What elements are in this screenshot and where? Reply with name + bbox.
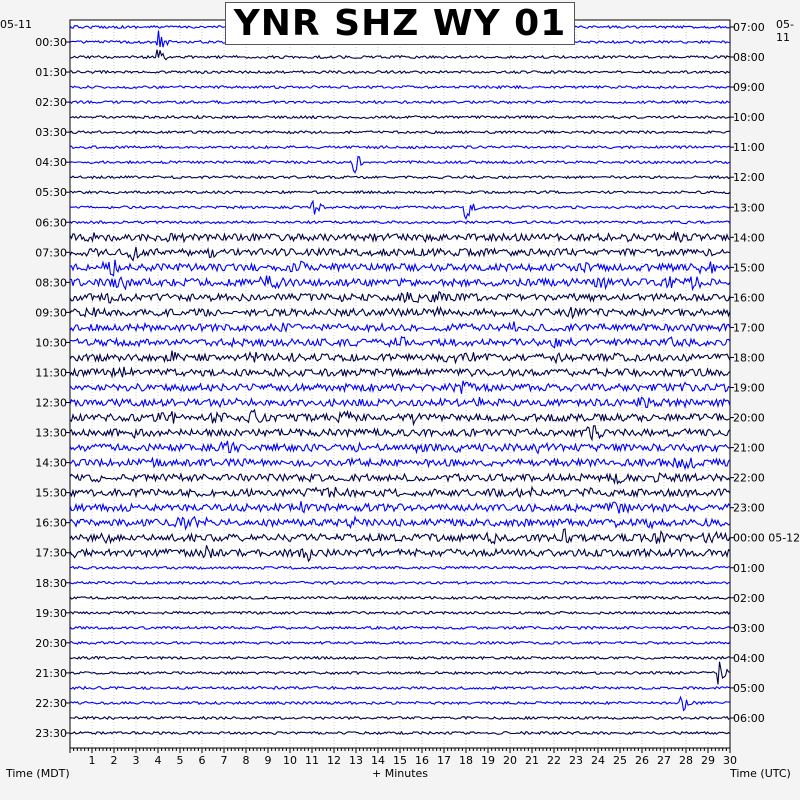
x-tick-label: 21 bbox=[525, 754, 539, 767]
left-tick-label: 19:30 bbox=[35, 606, 67, 620]
left-time-axis bbox=[35, 36, 70, 740]
right-tick-label: 09:00 bbox=[733, 81, 765, 95]
x-tick-label: 13 bbox=[349, 754, 363, 767]
left-axis-label: Time (MDT) bbox=[6, 767, 70, 780]
right-tick-label: 04:00 bbox=[733, 651, 765, 665]
right-tick-label: 22:00 bbox=[733, 471, 765, 485]
x-tick-label: 8 bbox=[242, 754, 250, 767]
left-tick-label: 15:30 bbox=[35, 486, 67, 500]
x-tick-label: 18 bbox=[459, 754, 473, 767]
right-tick-label: 07:00 bbox=[733, 21, 765, 34]
right-tick-label: 23:00 bbox=[733, 501, 765, 515]
left-tick-label: 09:30 bbox=[35, 306, 67, 320]
x-tick-label: 10 bbox=[283, 754, 297, 767]
right-tick-label: 18:00 bbox=[733, 351, 765, 365]
left-tick-label: 14:30 bbox=[35, 456, 67, 470]
right-tick-label: 21:00 bbox=[733, 441, 765, 455]
x-tick-label: 9 bbox=[264, 754, 272, 767]
right-tick-label: 05:00 bbox=[733, 681, 765, 695]
x-tick-label: 6 bbox=[198, 754, 206, 767]
x-tick-label: 29 bbox=[701, 754, 715, 767]
left-start-date: 05-11 bbox=[0, 18, 32, 31]
x-tick-label: 3 bbox=[132, 754, 140, 767]
right-tick-label: 08:00 bbox=[733, 51, 765, 65]
left-tick-label: 01:30 bbox=[35, 66, 67, 80]
left-tick-label: 12:30 bbox=[35, 396, 67, 410]
chart-title-box bbox=[225, 2, 575, 45]
right-tick-label: 15:00 bbox=[733, 261, 765, 275]
x-tick-label: 19 bbox=[481, 754, 495, 767]
x-tick-label: 28 bbox=[679, 754, 693, 767]
x-tick-label: 23 bbox=[569, 754, 583, 767]
right-time-axis bbox=[730, 21, 800, 725]
left-tick-label: 22:30 bbox=[35, 696, 67, 710]
right-tick-label: 17:00 bbox=[733, 321, 765, 335]
right-tick-label: 14:00 bbox=[733, 231, 765, 245]
right-tick-label: 11:00 bbox=[733, 141, 765, 155]
x-tick-label: 17 bbox=[437, 754, 451, 767]
x-tick-label: 2 bbox=[110, 754, 118, 767]
x-axis-label: + Minutes bbox=[372, 767, 429, 780]
left-tick-label: 11:30 bbox=[35, 366, 67, 380]
left-tick-label: 20:30 bbox=[35, 636, 67, 650]
left-tick-label: 07:30 bbox=[35, 246, 67, 260]
left-tick-label: 03:30 bbox=[35, 126, 67, 140]
x-tick-label: 12 bbox=[327, 754, 341, 767]
chart-title: YNR SHZ WY 01 bbox=[233, 3, 567, 44]
x-tick-label: 4 bbox=[154, 754, 162, 767]
left-tick-label: 21:30 bbox=[35, 666, 67, 680]
right-tick-label: 02:00 bbox=[733, 591, 765, 605]
right-tick-label: 20:00 bbox=[733, 411, 765, 425]
left-tick-label: 06:30 bbox=[35, 216, 67, 230]
x-tick-label: 26 bbox=[635, 754, 649, 767]
right-tick-label: 10:00 bbox=[733, 111, 765, 125]
right-tick-label: 16:00 bbox=[733, 291, 765, 305]
x-tick-label: 25 bbox=[613, 754, 627, 767]
right-tick-label: 06:00 bbox=[733, 711, 765, 725]
right-tick-label: 03:00 bbox=[733, 621, 765, 635]
x-tick-label: 24 bbox=[591, 754, 605, 767]
right-start-date: 05-11 bbox=[776, 18, 794, 44]
x-tick-label: 16 bbox=[415, 754, 429, 767]
x-tick-label: 1 bbox=[88, 754, 96, 767]
left-tick-label: 23:30 bbox=[35, 726, 67, 740]
x-tick-label: 15 bbox=[393, 754, 407, 767]
x-tick-label: 27 bbox=[657, 754, 671, 767]
x-tick-label: 5 bbox=[176, 754, 184, 767]
x-tick-label: 11 bbox=[305, 754, 319, 767]
left-tick-label: 10:30 bbox=[35, 336, 67, 350]
left-tick-label: 00:30 bbox=[35, 36, 67, 50]
right-axis-label: Time (UTC) bbox=[730, 767, 791, 780]
right-tick-label: 19:00 bbox=[733, 381, 765, 395]
left-tick-label: 08:30 bbox=[35, 276, 67, 290]
left-tick-label: 16:30 bbox=[35, 516, 67, 530]
right-tick-label: 13:00 bbox=[733, 201, 765, 215]
left-tick-label: 13:30 bbox=[35, 426, 67, 440]
right-tick-label: 12:00 bbox=[733, 171, 765, 185]
right-tick-label: 01:00 bbox=[733, 561, 765, 575]
left-tick-label: 05:30 bbox=[35, 186, 67, 200]
x-tick-label: 14 bbox=[371, 754, 385, 767]
x-tick-label: 22 bbox=[547, 754, 561, 767]
left-tick-label: 18:30 bbox=[35, 576, 67, 590]
x-tick-label: 30 bbox=[723, 754, 737, 767]
left-tick-label: 02:30 bbox=[35, 96, 67, 110]
x-tick-label: 20 bbox=[503, 754, 517, 767]
x-tick-label: 7 bbox=[220, 754, 228, 767]
right-tick-label: 00:00 05-12 bbox=[733, 531, 800, 545]
left-tick-label: 04:30 bbox=[35, 156, 67, 170]
minute-axis bbox=[70, 748, 737, 767]
left-tick-label: 17:30 bbox=[35, 546, 67, 560]
